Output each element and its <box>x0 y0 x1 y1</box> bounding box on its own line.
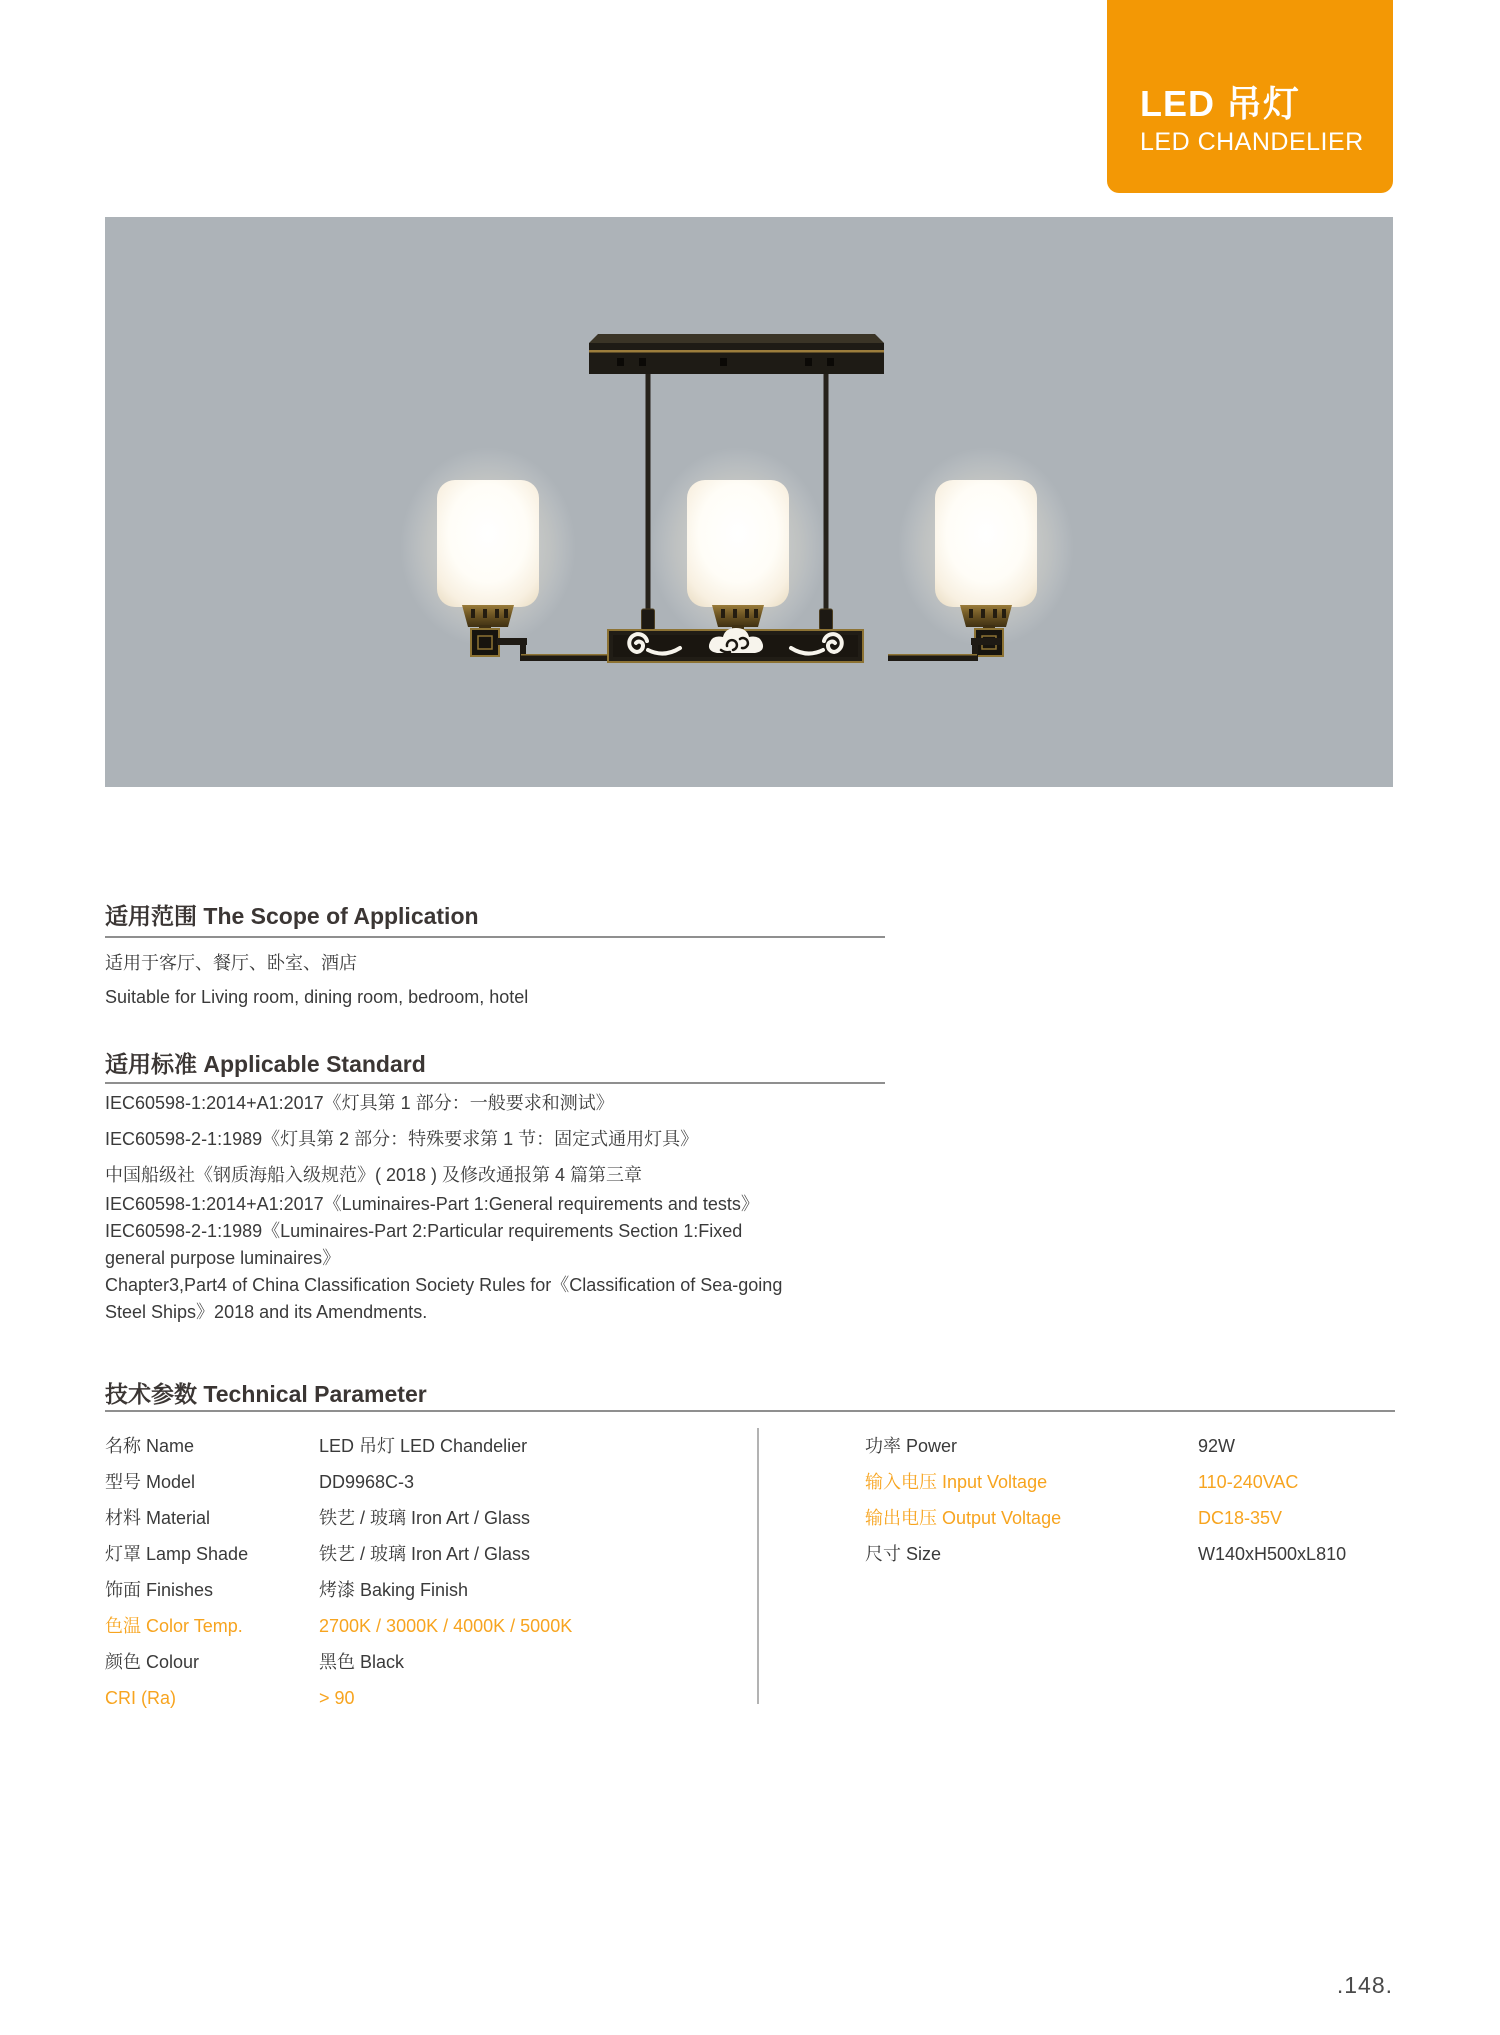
param-label: 饰面 Finishes <box>105 1580 214 1600</box>
standard-lines-cn <box>105 1085 698 1193</box>
standard-line: Chapter3,Part4 of China Classification Society Rules for《Classification of Sea-going <box>105 1275 783 1295</box>
standard-line: IEC60598-2-1:1989《Luminaires-Part 2:Particular requirements Section 1:Fixed <box>105 1221 743 1241</box>
param-label: 型号 Model <box>105 1472 196 1492</box>
param-label: 灯罩 Lamp Shade <box>105 1544 249 1564</box>
table-row <box>105 1500 755 1536</box>
param-value: 铁艺 / 玻璃 Iron Art / Glass <box>319 1508 531 1528</box>
param-value: 110-240VAC <box>1198 1472 1299 1492</box>
table-row <box>105 1536 755 1572</box>
param-label: CRI (Ra) <box>105 1688 176 1708</box>
product-image <box>105 217 1393 787</box>
ceiling-plate-shape <box>589 334 884 374</box>
param-value: 92W <box>1198 1436 1236 1456</box>
center-bar-shape <box>608 628 863 662</box>
badge-title: LED 吊灯 <box>1140 83 1301 124</box>
table-row <box>865 1500 1393 1536</box>
standard-line: 中国船级社《钢质海船入级规范》( 2018 ) 及修改通报第 4 篇第三章 <box>105 1165 643 1185</box>
param-value: DD9968C-3 <box>319 1472 415 1492</box>
page-number: .148. <box>1336 1972 1393 1998</box>
table-row <box>105 1644 755 1680</box>
rule-scope <box>105 936 885 938</box>
param-label: 色温 Color Temp. <box>105 1616 243 1636</box>
param-label: 颜色 Colour <box>105 1652 200 1672</box>
standard-lines-en <box>105 1191 782 1326</box>
table-row <box>105 1464 755 1500</box>
section-heading-scope: 适用范围 The Scope of Application <box>105 903 479 929</box>
table-row <box>865 1428 1393 1464</box>
table-row <box>105 1572 755 1608</box>
param-label: 名称 Name <box>105 1436 195 1456</box>
param-value: 2700K / 3000K / 4000K / 5000K <box>319 1616 573 1636</box>
param-label: 尺寸 Size <box>865 1544 942 1564</box>
param-value: 铁艺 / 玻璃 Iron Art / Glass <box>319 1544 531 1564</box>
chandelier-illustration <box>105 217 1393 787</box>
section-heading-standard: 适用标准 Applicable Standard <box>105 1051 426 1077</box>
param-value: W140xH500xL810 <box>1198 1544 1347 1564</box>
standard-line: IEC60598-1:2014+A1:2017《灯具第 1 部分：一般要求和测试》 <box>105 1093 614 1113</box>
scope-line-cn: 适用于客厅、餐厅、卧室、酒店 <box>105 953 357 973</box>
standard-line: Steel Ships》2018 and its Amendments. <box>105 1302 428 1322</box>
param-value: LED 吊灯 LED Chandelier <box>319 1436 528 1456</box>
param-value: 烤漆 Baking Finish <box>319 1580 469 1600</box>
lamp-shades-shape <box>437 480 1037 607</box>
standard-line: general purpose luminaires》 <box>105 1248 341 1268</box>
table-row <box>865 1536 1393 1572</box>
param-label: 材料 Material <box>105 1508 211 1528</box>
table-row <box>105 1608 755 1644</box>
badge-subtitle: LED CHANDELIER <box>1140 128 1364 156</box>
table-column-divider <box>757 1428 759 1704</box>
category-badge <box>1107 0 1393 193</box>
rule-standard <box>105 1082 885 1084</box>
table-row <box>105 1680 755 1716</box>
rule-tech <box>105 1410 1395 1412</box>
table-row <box>865 1464 1393 1500</box>
scope-line-en: Suitable for Living room, dining room, bedroom, hotel <box>105 987 529 1007</box>
param-value: 黑色 Black <box>319 1652 405 1672</box>
param-label: 输出电压 Output Voltage <box>865 1508 1062 1528</box>
section-heading-tech: 技术参数 Technical Parameter <box>105 1381 427 1407</box>
param-value: > 90 <box>319 1688 355 1708</box>
standard-line: IEC60598-2-1:1989《灯具第 2 部分：特殊要求第 1 节：固定式通用灯具》 <box>105 1129 699 1149</box>
param-value: DC18-35V <box>1198 1508 1283 1528</box>
param-label: 功率 Power <box>865 1436 958 1456</box>
standard-line: IEC60598-1:2014+A1:2017《Luminaires-Part 1:General requirements and tests》 <box>105 1194 759 1214</box>
table-row <box>105 1428 755 1464</box>
param-label: 输入电压 Input Voltage <box>865 1472 1048 1492</box>
